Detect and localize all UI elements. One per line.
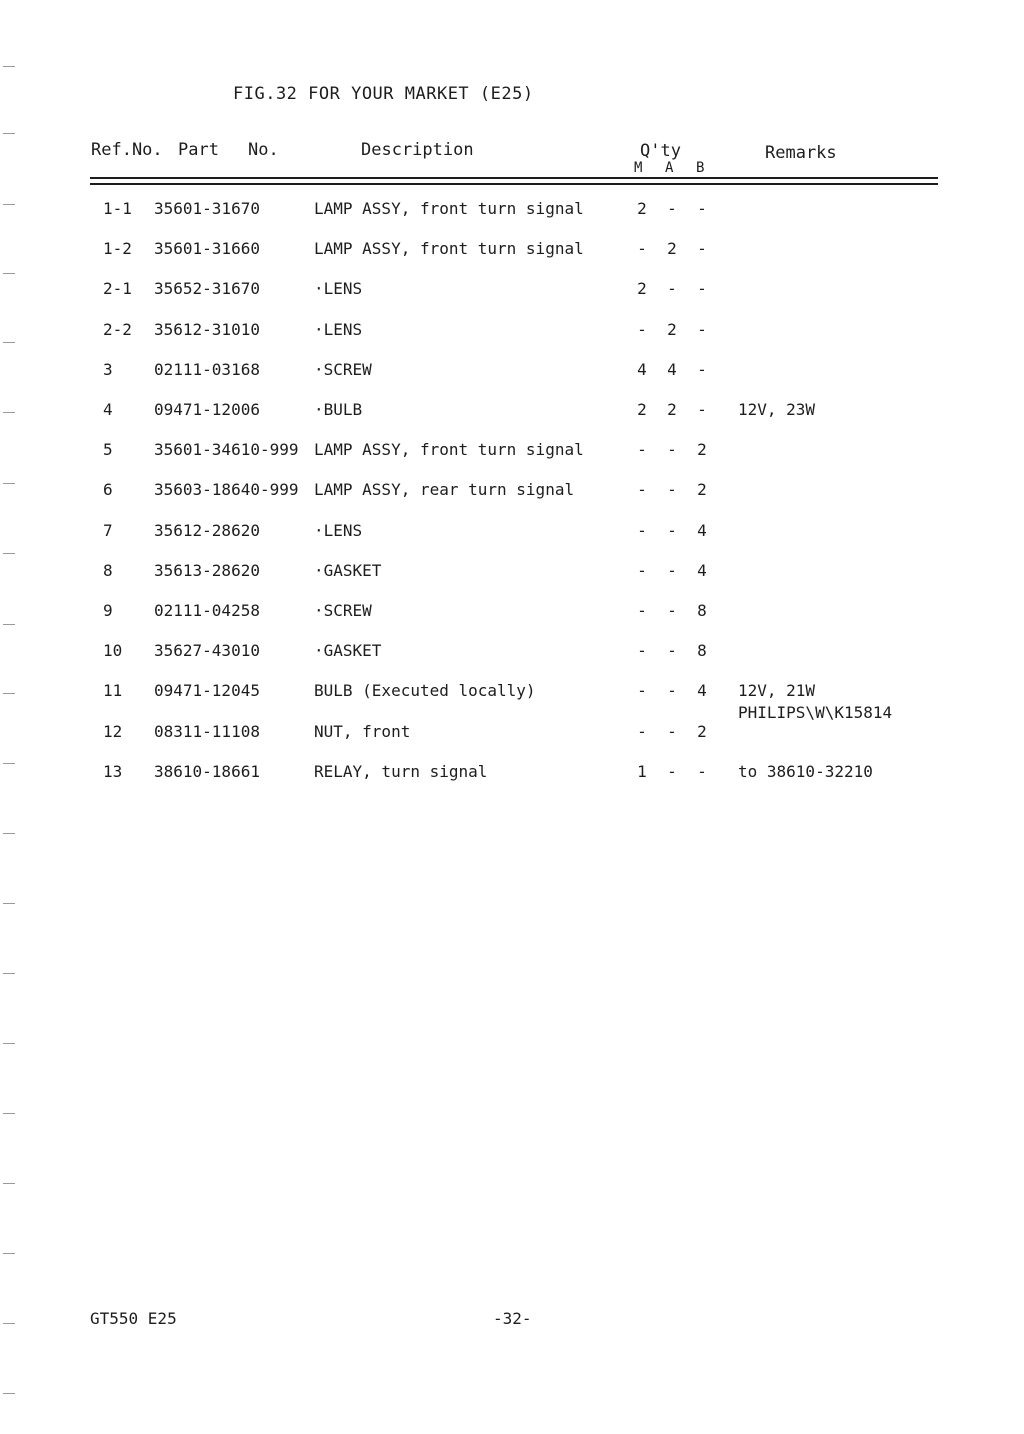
header-rule-bottom: [90, 183, 938, 185]
table-row: [0, 239, 1024, 263]
cell-qty-m: -: [637, 319, 647, 339]
cell-description: ·SCREW: [314, 359, 372, 379]
cell-qty-b: 4: [697, 560, 707, 580]
cell-description: ·LENS: [314, 319, 363, 339]
cell-qty-m: -: [637, 239, 647, 259]
table-row: [0, 722, 1024, 746]
cell-part-no: 02111-03168: [154, 359, 260, 379]
cell-remarks: to 38610-32210: [738, 761, 873, 781]
cell-description: ·GASKET: [314, 641, 382, 661]
cell-description: LAMP ASSY, front turn signal: [314, 239, 584, 259]
cell-qty-m: 1: [637, 761, 647, 781]
footer-model: GT550 E25: [90, 1309, 177, 1328]
table-row: [0, 561, 1024, 585]
header-no: No.: [248, 140, 279, 160]
cell-qty-b: 2: [697, 440, 707, 460]
cell-qty-a: -: [667, 761, 677, 781]
cell-ref-no: 7: [103, 520, 113, 540]
cell-qty-m: 2: [637, 400, 647, 419]
table-row: [0, 320, 1024, 344]
header-ref-no: Ref.No.: [91, 140, 163, 160]
cell-part-no: 09471-12045: [154, 681, 260, 701]
cell-qty-b: -: [697, 400, 707, 419]
cell-remarks: 12V, 21W: [738, 681, 816, 701]
cell-qty-m: 4: [637, 359, 647, 379]
cell-part-no: 35613-28620: [154, 560, 260, 580]
cell-ref-no: 12: [103, 721, 123, 741]
cell-qty-m: -: [637, 601, 647, 620]
cell-qty-m: -: [637, 520, 647, 540]
cell-description: ·SCREW: [314, 601, 372, 620]
cell-qty-m: -: [637, 480, 647, 500]
cell-part-no: 35612-31010: [154, 319, 260, 339]
cell-qty-b: -: [697, 279, 707, 299]
header-rule-top: [90, 177, 938, 179]
cell-description: NUT, front: [314, 721, 411, 741]
cell-ref-no: 4: [103, 400, 113, 419]
cell-part-no: 09471-12006: [154, 400, 260, 419]
cell-part-no: 35601-31660: [154, 239, 260, 259]
table-row: [0, 440, 1024, 464]
header-qty-a: A: [665, 160, 674, 176]
cell-description: ·GASKET: [314, 560, 382, 580]
cell-part-no: 08311-11108: [154, 721, 260, 741]
header-part: Part: [178, 140, 219, 160]
cell-description: LAMP ASSY, rear turn signal: [314, 480, 575, 500]
cell-qty-b: -: [697, 239, 707, 259]
cell-qty-a: -: [667, 721, 677, 741]
cell-qty-b: 4: [697, 681, 707, 701]
cell-part-no: 35603-18640-999: [154, 480, 299, 500]
table-row: [0, 360, 1024, 384]
cell-description: BULB (Executed locally): [314, 681, 536, 701]
header-qty-b: B: [696, 160, 705, 176]
cell-qty-a: -: [667, 279, 677, 299]
cell-ref-no: 13: [103, 761, 123, 781]
cell-qty-a: -: [667, 480, 677, 500]
cell-qty-a: 2: [667, 400, 677, 419]
cell-part-no: 35601-34610-999: [154, 440, 299, 460]
cell-qty-a: -: [667, 681, 677, 701]
cell-ref-no: 11: [103, 681, 123, 701]
table-row: [0, 762, 1024, 786]
cell-ref-no: 8: [103, 560, 113, 580]
cell-description: ·BULB: [314, 400, 363, 419]
cell-qty-m: -: [637, 641, 647, 661]
cell-qty-a: -: [667, 641, 677, 661]
cell-part-no: 02111-04258: [154, 601, 260, 620]
cell-ref-no: 2-2: [103, 319, 132, 339]
cell-description: RELAY, turn signal: [314, 761, 488, 781]
cell-description: LAMP ASSY, front turn signal: [314, 440, 584, 460]
cell-ref-no: 1-1: [103, 199, 132, 218]
page-title: FIG.32 FOR YOUR MARKET (E25): [233, 84, 534, 104]
cell-qty-a: -: [667, 560, 677, 580]
header-remarks: Remarks: [765, 143, 837, 163]
cell-ref-no: 9: [103, 601, 113, 620]
table-row: [0, 521, 1024, 545]
cell-part-no: 35601-31670: [154, 199, 260, 218]
cell-ref-no: 5: [103, 440, 113, 460]
cell-qty-m: 2: [637, 199, 647, 218]
cell-ref-no: 3: [103, 359, 113, 379]
cell-qty-b: 2: [697, 480, 707, 500]
cell-qty-b: -: [697, 359, 707, 379]
table-row: [0, 480, 1024, 504]
cell-description: ·LENS: [314, 520, 363, 540]
cell-qty-m: 2: [637, 279, 647, 299]
cell-part-no: 35612-28620: [154, 520, 260, 540]
table-row: [0, 641, 1024, 665]
cell-part-no: 35627-43010: [154, 641, 260, 661]
cell-qty-a: 2: [667, 319, 677, 339]
cell-ref-no: 1-2: [103, 239, 132, 259]
cell-remarks-line2: PHILIPS\W\K15814: [738, 703, 893, 723]
cell-qty-b: 2: [697, 721, 707, 741]
cell-qty-m: -: [637, 681, 647, 701]
footer-page-number: -32-: [493, 1309, 532, 1328]
table-row: [0, 199, 1024, 223]
header-description: Description: [361, 140, 474, 160]
cell-qty-b: 8: [697, 601, 707, 620]
header-qty-m: M: [634, 160, 643, 176]
cell-qty-a: 2: [667, 239, 677, 259]
cell-qty-m: -: [637, 721, 647, 741]
cell-part-no: 35652-31670: [154, 279, 260, 299]
cell-qty-m: -: [637, 560, 647, 580]
table-row: [0, 601, 1024, 625]
cell-qty-b: -: [697, 761, 707, 781]
cell-ref-no: 2-1: [103, 279, 132, 299]
header-qty-columns: [634, 160, 727, 176]
cell-qty-a: -: [667, 440, 677, 460]
table-row: [0, 279, 1024, 303]
cell-ref-no: 10: [103, 641, 123, 661]
cell-qty-b: 8: [697, 641, 707, 661]
table-row: [0, 400, 1024, 424]
cell-description: LAMP ASSY, front turn signal: [314, 199, 584, 218]
cell-qty-b: 4: [697, 520, 707, 540]
cell-qty-a: -: [667, 520, 677, 540]
cell-ref-no: 6: [103, 480, 113, 500]
cell-qty-b: -: [697, 319, 707, 339]
cell-description: ·LENS: [314, 279, 363, 299]
cell-remarks: 12V, 23W: [738, 400, 816, 419]
cell-qty-a: -: [667, 199, 677, 218]
cell-qty-a: -: [667, 601, 677, 620]
header-qty: Q'ty: [640, 141, 681, 161]
table-row: [0, 681, 1024, 723]
cell-qty-a: 4: [667, 359, 677, 379]
cell-qty-b: -: [697, 199, 707, 218]
cell-part-no: 38610-18661: [154, 761, 260, 781]
cell-qty-m: -: [637, 440, 647, 460]
